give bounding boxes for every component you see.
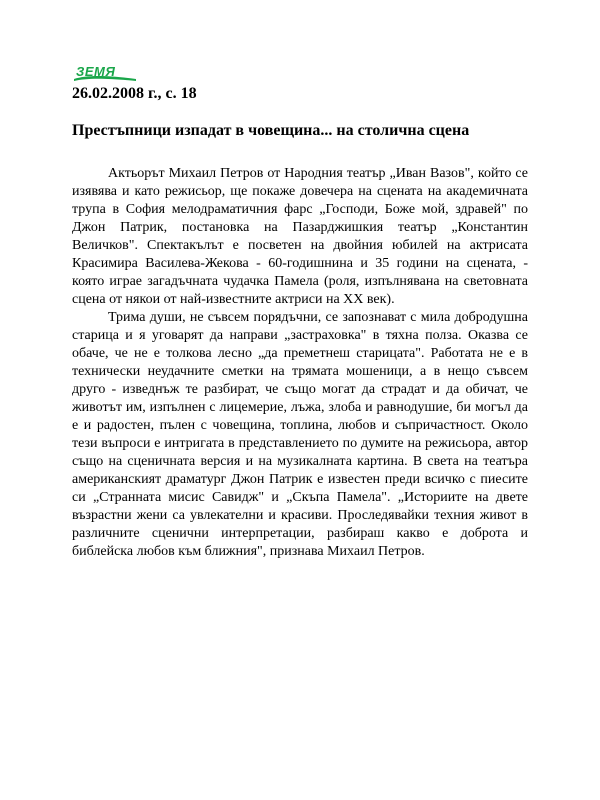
article-body xyxy=(72,165,528,561)
newspaper-logo xyxy=(72,64,138,84)
article-paragraph-2: Трима души, не съвсем порядъчни, се запознават с мила добродушна старица и я уговарят да направи „застраховка" в тяхна полза. Оказва се обаче, че не е толкова лесно „да преметнеш старицата". Работата не е в технически неудачните сметки на трямата мошеници, а в нещо съвсем друго - изведнъж те разбират, че също могат да страдат и да обичат, че животът им, изпълнен с лицемерие, лъжа, злоба и равнодушие, би могъл да е и радостен, пълен с човещина, топлина, любов и съпричастност. Около тези въпроси е интригата в представлението по думите на режисьора, автор също на сценичната версия и на музикалната картина. В света на театъра американският драматург Джон Патрик е известен преди всичко с пиесите си „Странната мисис Савидж" и „Скъпа Памела". „Историите на двете възрастни жени са увлекателни и красиви. Проследявайки техния живот в различните сценични интерпретации, разбираш какво е доброта и библейска любов към ближния", признава Михаил Петров. xyxy=(72,310,528,559)
logo-text: ЗЕМЯ xyxy=(76,64,116,79)
article-paragraph-1: Актьорът Михаил Петров от Народния театър „Иван Вазов", който се изявява и като режисьор, ще покаже довечера на сцената на академичната трупа в София мелодраматичния фарс „Господи, Боже мой, здравей" по Джон Патрик, постановка на Пазарджишкия театър „Константин Величков". Спектакълът е посветен на двойния юбилей на актрисата Красимира Василева-Жекова - 60-годишнина и 35 години на сцената, - която играе загадъчната чудачка Памела (роля, изпълнявана на световната сцена от някои от най-известните актриси на ХХ век). xyxy=(72,166,528,307)
article-headline: Престъпници изпадат в човещина... на столична сцена xyxy=(72,122,470,139)
publication-date: 26.02.2008 г., с. 18 xyxy=(72,85,197,102)
